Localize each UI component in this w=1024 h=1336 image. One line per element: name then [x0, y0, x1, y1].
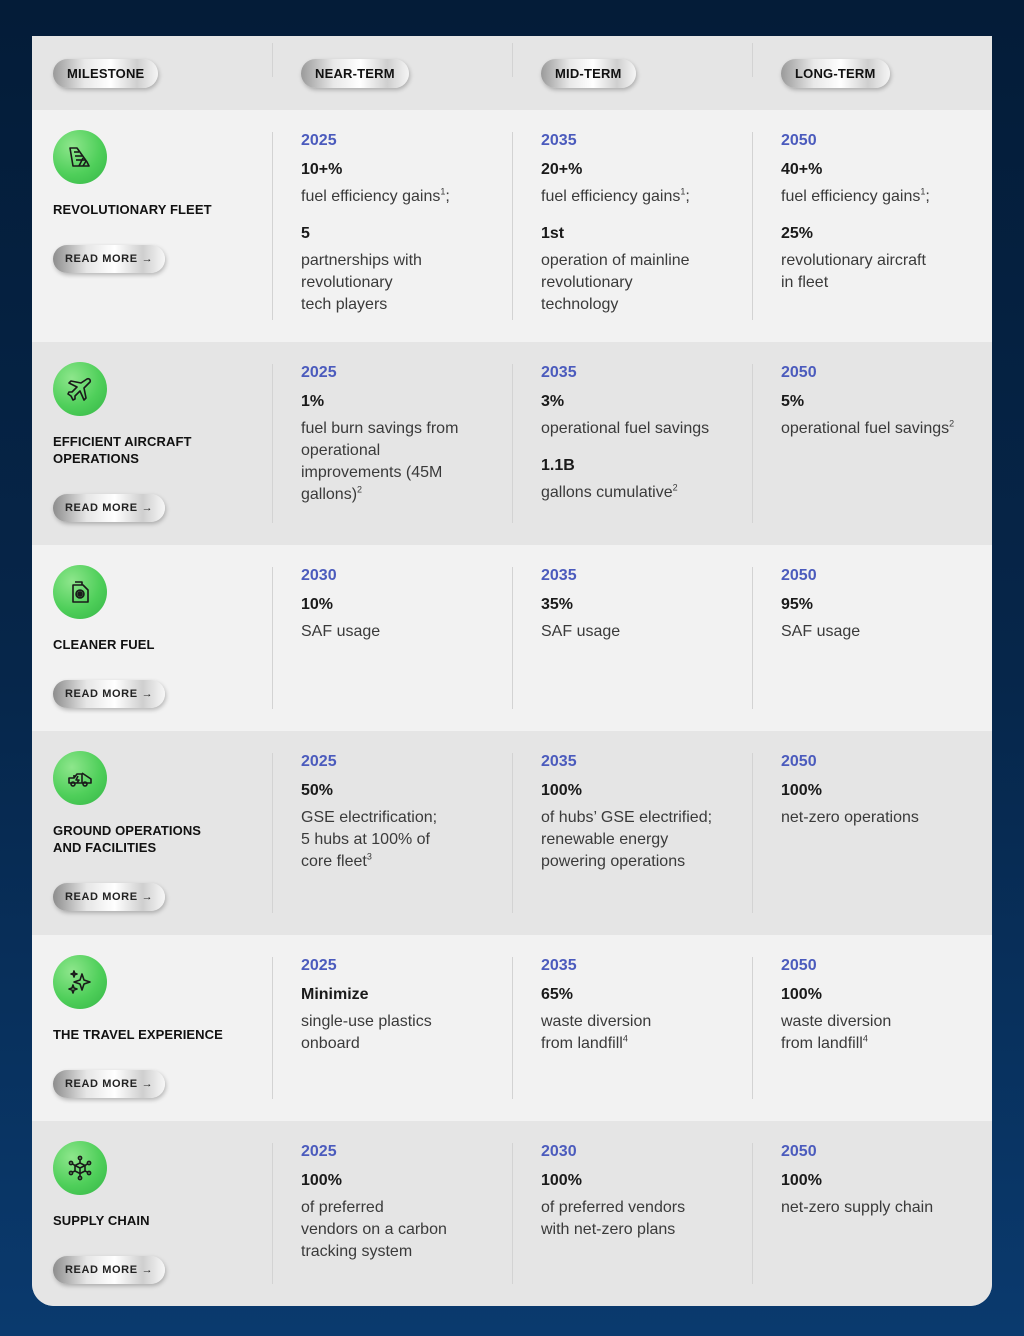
long-term-cell	[752, 731, 992, 935]
stat-value: 65%	[541, 986, 574, 1003]
table-row	[32, 110, 992, 342]
read-more-label: READ MORE	[65, 1264, 138, 1276]
category-title: THE TRAVEL EXPERIENCE	[53, 1027, 223, 1042]
stat-value: 3%	[541, 393, 565, 410]
read-more-label: READ MORE	[65, 688, 138, 700]
stat-description: single-use plastics onboard	[301, 1013, 432, 1052]
header-cell-milestone	[32, 59, 272, 88]
table-row	[32, 545, 992, 731]
year: 2050	[781, 567, 817, 584]
arrow-right-icon: →	[141, 1264, 154, 1276]
category-title: CLEANER FUEL	[53, 637, 155, 652]
near-term-cell	[272, 731, 512, 935]
stat-value-2: 1st	[541, 225, 565, 242]
read-more-button[interactable]	[53, 680, 165, 708]
category-cell	[32, 1121, 272, 1306]
near-term-cell	[272, 935, 512, 1121]
read-more-label: READ MORE	[65, 1078, 138, 1090]
stat-value: 95%	[781, 596, 814, 613]
stat-value-2: 25%	[781, 225, 814, 242]
category-cell	[32, 545, 272, 731]
mid-term-cell	[512, 545, 752, 731]
year: 2030	[541, 1143, 577, 1160]
category-cell	[32, 731, 272, 935]
stat-description: net-zero supply chain	[781, 1199, 934, 1216]
aircraft-tail-icon	[53, 130, 107, 184]
category-title: REVOLUTIONARY FLEET	[53, 202, 212, 217]
sparkle-icon	[53, 955, 107, 1009]
milestone-header-pill: MILESTONE	[53, 59, 158, 88]
year: 2035	[541, 957, 577, 974]
read-more-label: READ MORE	[65, 891, 138, 903]
table-header	[32, 36, 992, 110]
read-more-button[interactable]	[53, 1256, 165, 1284]
table-row	[32, 342, 992, 545]
stat-description-2	[541, 482, 738, 504]
long-term-cell	[752, 1121, 992, 1306]
stat-description	[781, 186, 978, 208]
category-title: GROUND OPERATIONS AND FACILITIES	[53, 823, 202, 855]
stat-description: net-zero operations	[781, 809, 919, 826]
mid-term-header-pill: MID-TERM	[541, 59, 636, 88]
year: 2025	[301, 364, 337, 381]
desc-suffix: ;	[925, 188, 930, 205]
year: 2025	[301, 957, 337, 974]
stat-value: 100%	[781, 986, 822, 1003]
footnote: 2	[357, 484, 363, 495]
mid-term-cell	[512, 342, 752, 545]
footnote: 2	[672, 482, 678, 493]
year: 2050	[781, 957, 817, 974]
category-title: SUPPLY CHAIN	[53, 1213, 150, 1228]
year: 2035	[541, 753, 577, 770]
near-term-header-pill: NEAR-TERM	[301, 59, 409, 88]
mid-term-cell	[512, 110, 752, 342]
near-term-cell	[272, 545, 512, 731]
arrow-right-icon: →	[141, 502, 154, 514]
year: 2050	[781, 132, 817, 149]
stat-description: of preferred vendors with net-zero plans	[541, 1199, 686, 1238]
desc-text: gallons cumulative	[541, 484, 673, 501]
year: 2050	[781, 364, 817, 381]
year: 2035	[541, 364, 577, 381]
stat-description: SAF usage	[301, 623, 381, 640]
stat-value: 100%	[781, 1172, 822, 1189]
stat-description	[301, 418, 498, 506]
stat-value: 35%	[541, 596, 574, 613]
stat-description: SAF usage	[541, 623, 621, 640]
long-term-cell	[752, 342, 992, 545]
read-more-button[interactable]	[53, 883, 165, 911]
year: 2035	[541, 132, 577, 149]
network-cube-icon	[53, 1141, 107, 1195]
stat-value: 20+%	[541, 161, 583, 178]
airplane-icon	[53, 362, 107, 416]
table-row	[32, 1121, 992, 1306]
year: 2025	[301, 1143, 337, 1160]
stat-description-2: revolutionary aircraft in fleet	[781, 252, 926, 291]
year: 2025	[301, 132, 337, 149]
category-cell	[32, 342, 272, 545]
stat-value: 40+%	[781, 161, 823, 178]
desc-text: waste diversion from landfill	[781, 1013, 892, 1052]
desc-suffix: ;	[445, 188, 450, 205]
stat-description	[301, 186, 498, 208]
stat-value-2: 1.1B	[541, 457, 575, 474]
stat-description	[301, 807, 498, 873]
category-title: EFFICIENT AIRCRAFT OPERATIONS	[53, 434, 192, 466]
stat-value: 100%	[781, 782, 822, 799]
arrow-right-icon: →	[141, 688, 154, 700]
read-more-button[interactable]	[53, 1070, 165, 1098]
fuel-can-icon	[53, 565, 107, 619]
stat-value: 100%	[541, 1172, 582, 1189]
mid-term-cell	[512, 731, 752, 935]
category-cell	[32, 110, 272, 342]
arrow-right-icon: →	[141, 891, 154, 903]
near-term-cell	[272, 342, 512, 545]
stat-description: of hubs’ GSE electrified; renewable energy powering operations	[541, 809, 713, 870]
stat-value: 50%	[301, 782, 334, 799]
stat-value: 1%	[301, 393, 325, 410]
desc-text: fuel efficiency gains	[781, 188, 921, 205]
desc-text: fuel efficiency gains	[541, 188, 681, 205]
stat-value-2: 5	[301, 225, 310, 242]
stat-value: 100%	[541, 782, 582, 799]
desc-suffix: ;	[685, 188, 690, 205]
desc-text: fuel burn savings from operational improvements (45M gallons)	[301, 420, 459, 503]
desc-text: operational fuel savings	[781, 420, 950, 437]
footnote: 3	[366, 851, 372, 862]
stat-description: of preferred vendors on a carbon tracking system	[301, 1199, 447, 1260]
stat-description: operational fuel savings	[541, 420, 710, 437]
table-row	[32, 935, 992, 1121]
desc-text: GSE electrification; 5 hubs at 100% of core fleet	[301, 809, 438, 870]
stat-value: 100%	[301, 1172, 342, 1189]
stat-value: 10+%	[301, 161, 343, 178]
year: 2035	[541, 567, 577, 584]
read-more-button[interactable]	[53, 494, 165, 522]
stat-description-2: operation of mainline revolutionary technology	[541, 252, 690, 313]
mid-term-cell	[512, 1121, 752, 1306]
category-cell	[32, 935, 272, 1121]
footnote: 2	[949, 418, 955, 429]
arrow-right-icon: →	[141, 253, 154, 265]
table-row	[32, 731, 992, 935]
desc-text: waste diversion from landfill	[541, 1013, 652, 1052]
year: 2050	[781, 1143, 817, 1160]
stat-value: 10%	[301, 596, 334, 613]
stat-description-2: partnerships with revolutionary tech players	[301, 252, 422, 313]
near-term-cell	[272, 110, 512, 342]
year: 2025	[301, 753, 337, 770]
footnote: 1	[680, 186, 686, 197]
year: 2030	[301, 567, 337, 584]
stat-description	[781, 418, 978, 440]
read-more-label: READ MORE	[65, 502, 138, 514]
mid-term-cell	[512, 935, 752, 1121]
read-more-button[interactable]	[53, 245, 165, 273]
long-term-cell	[752, 935, 992, 1121]
stat-value: Minimize	[301, 986, 369, 1003]
stat-description	[541, 1011, 738, 1055]
footnote: 4	[622, 1033, 628, 1044]
header-cell-near	[272, 59, 512, 88]
stat-value: 5%	[781, 393, 805, 410]
read-more-label: READ MORE	[65, 253, 138, 265]
stat-description	[781, 1011, 978, 1055]
arrow-right-icon: →	[141, 1078, 154, 1090]
year: 2050	[781, 753, 817, 770]
header-cell-mid	[512, 59, 752, 88]
milestones-table	[32, 36, 992, 1306]
ground-vehicle-icon	[53, 751, 107, 805]
footnote: 4	[862, 1033, 868, 1044]
footnote: 1	[440, 186, 446, 197]
footnote: 1	[920, 186, 926, 197]
desc-text: fuel efficiency gains	[301, 188, 441, 205]
long-term-cell	[752, 110, 992, 342]
near-term-cell	[272, 1121, 512, 1306]
stat-description	[541, 186, 738, 208]
long-term-cell	[752, 545, 992, 731]
stat-description: SAF usage	[781, 623, 861, 640]
header-cell-long	[752, 59, 992, 88]
long-term-header-pill: LONG-TERM	[781, 59, 890, 88]
